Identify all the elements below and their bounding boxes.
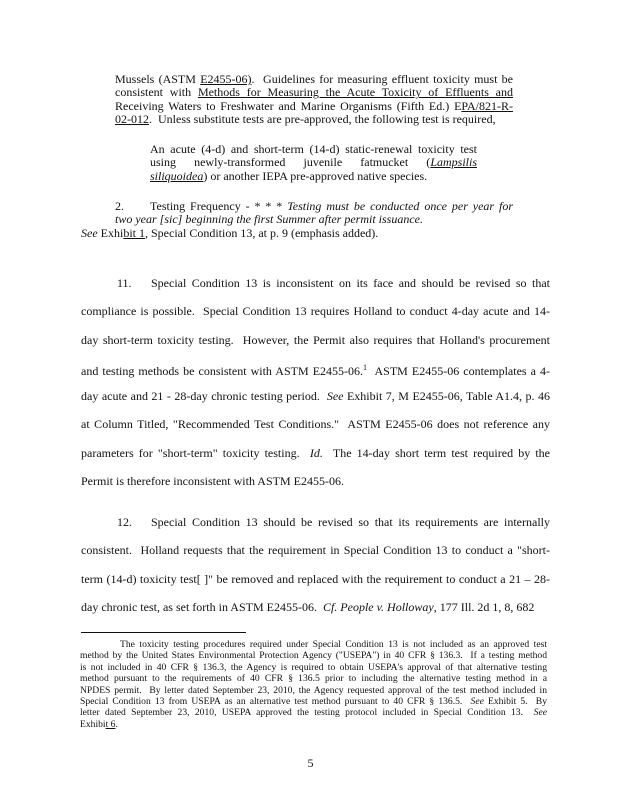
- text-line: [80, 685, 547, 696]
- text-run: Testing must be conducted once per year for: [287, 200, 513, 213]
- paragraph-11: [81, 269, 550, 495]
- text-run: . Unless substitute tests are pre-approved, the following test is required,: [149, 112, 496, 126]
- text-run: 02-012: [115, 112, 149, 126]
- text-line: [150, 156, 477, 169]
- text-line: [115, 113, 513, 126]
- text-run: Mussels (ASTM: [115, 73, 201, 86]
- text-line: [115, 200, 513, 213]
- text-run: term (14-d) toxicity test[ ]" be removed and replaced with the requirement to conduct a 21 – 28-: [81, 571, 550, 586]
- text-run: Cf. People v. Holloway: [322, 599, 434, 614]
- text-run: An acute (4-d) and short-term (14-d) static-renewal toxicity test: [150, 143, 477, 156]
- text-line: [80, 639, 547, 650]
- text-run: method pursuant to the requirements of 40 CFR § 136.5 prior to including the alternative testing method in a: [80, 673, 547, 685]
- text-run: is not included in 40 CFR § 136.3, the Agency is required to obtain USEPA's approval of that alternative testing: [80, 661, 547, 673]
- text-run: Methods for Measuring the Acute Toxicity of Effluents and: [197, 86, 513, 100]
- text-run: consistent. Holland requests that the requirement in Special Condition 13 to conduct a "short-: [81, 543, 550, 558]
- text-run: Exhibit 5. By: [483, 695, 547, 707]
- text-line: [81, 467, 550, 495]
- text-line: [81, 297, 550, 325]
- text-run: E2455-06): [200, 73, 252, 86]
- text-run: Receiving Waters to Freshwater and Marine Organisms (Fifth Ed.) E: [115, 99, 462, 113]
- text-line: [81, 326, 550, 354]
- quoted-test-requirement: [150, 143, 477, 183]
- text-run: , Special Condition 13, at p. 9 (emphasis added).: [145, 226, 379, 240]
- text-line: [81, 565, 550, 593]
- quoted-testing-frequency: [115, 200, 513, 227]
- text-run: 11.: [117, 276, 132, 290]
- text-line: [115, 213, 513, 226]
- text-line: [81, 536, 550, 564]
- text-run: Exhi: [97, 226, 124, 240]
- text-run: Exhibit 7, M E2455-06, Table A1.4, p. 46: [343, 389, 550, 404]
- text-run: method by the United States Environmental Protection Agency ("USEPA") in 40 CFR § 136.3. If a testing method: [80, 650, 547, 662]
- text-run: See: [81, 226, 98, 240]
- quoted-permit-text: [115, 73, 513, 126]
- text-run: . Guidelines for measuring effluent toxicity must be: [251, 73, 513, 86]
- text-run: parameters for "short-term" toxicity testing.: [81, 445, 310, 460]
- text-run: See: [326, 389, 344, 404]
- text-line: [81, 439, 550, 467]
- citation: [81, 226, 550, 240]
- text-line: [150, 143, 477, 156]
- text-run: Special Condition 13 should be revised so that its requirements are internally: [151, 515, 550, 529]
- text-run: 2.: [115, 200, 124, 213]
- text-run: See: [533, 707, 547, 719]
- text-line: [80, 719, 547, 730]
- text-line: [81, 354, 550, 382]
- footnote-divider: [81, 632, 246, 633]
- text-run: See: [470, 695, 484, 707]
- text-run: ) or another IEPA pre-approved native species.: [203, 169, 428, 183]
- text-run: day chronic test, as set forth in ASTM E2455-06.: [81, 599, 323, 614]
- text-run: two year [sic] beginning the first Summer after permit issuance.: [115, 213, 423, 227]
- text-run: PA/821-R-: [461, 99, 513, 113]
- footnote-1: [80, 639, 547, 730]
- text-line: [115, 100, 513, 113]
- text-line: [80, 650, 547, 661]
- text-run: consistent with: [115, 86, 198, 100]
- text-run: siliquoidea: [150, 169, 204, 183]
- text-run: , 177 Ill. 2d 1, 8, 682: [433, 599, 535, 614]
- text-line: [81, 226, 550, 240]
- text-line: [81, 508, 550, 536]
- text-run: at Column Titled, "Recommended Test Conditions." ASTM E2455-06 does not reference any: [81, 417, 550, 432]
- text-run: day acute and 21 - 28-day chronic testing period.: [81, 389, 327, 404]
- text-run: Special Condition 13 is inconsistent on its face and should be revised so that: [151, 276, 550, 290]
- text-line: [80, 673, 547, 684]
- text-run: letter dated September 23, 2010, USEPA approved the testing protocol included in Special Condition 13.: [80, 707, 534, 719]
- text-line: [115, 73, 513, 86]
- text-run: .: [115, 718, 118, 730]
- text-line: [80, 707, 547, 718]
- text-line: [81, 382, 550, 410]
- text-run: using newly-transformed juvenile fatmucket (: [150, 156, 431, 170]
- text-run: and testing methods be consistent with ASTM E2455-06.: [81, 363, 364, 378]
- text-run: The toxicity testing procedures required under Special Condition 13 is not included as an approved test: [120, 639, 547, 650]
- text-run: NPDES permit. By letter dated September 23, 2010, the Agency requested approval of the test method included in: [80, 684, 547, 696]
- text-run: Exhibi: [80, 718, 106, 730]
- text-run: Testing Frequency - * * *: [150, 200, 288, 213]
- paragraph-12: [81, 508, 550, 621]
- text-run: Special Condition 13 from USEPA as an alternative test method pursuant to 40 CFR § 136.5.: [80, 695, 471, 707]
- text-line: [81, 593, 550, 621]
- text-run: day short-term toxicity testing. However, the Permit also requires that Holland's procurement: [81, 332, 550, 347]
- text-line: [80, 662, 547, 673]
- text-line: [80, 696, 547, 707]
- text-line: [81, 269, 550, 297]
- text-run: 12.: [117, 515, 132, 529]
- text-run: The 14-day short term test required by the: [322, 445, 550, 460]
- text-run: ASTM E2455-06 contemplates a 4-: [367, 363, 550, 378]
- footnote-ref: 1: [363, 362, 368, 372]
- text-line: [150, 170, 477, 183]
- text-run: Permit is therefore inconsistent with ASTM E2455-06.: [81, 474, 344, 489]
- text-run: Lampsilis: [430, 156, 477, 170]
- text-line: [115, 86, 513, 99]
- text-run: compliance is possible. Special Condition 13 requires Holland to conduct 4-day acute and 14-: [81, 304, 550, 319]
- text-run: t 6: [105, 718, 116, 730]
- text-line: [81, 410, 550, 438]
- text-run: bit 1: [123, 226, 145, 240]
- text-run: Id.: [309, 445, 323, 460]
- page-number: 5: [307, 756, 314, 770]
